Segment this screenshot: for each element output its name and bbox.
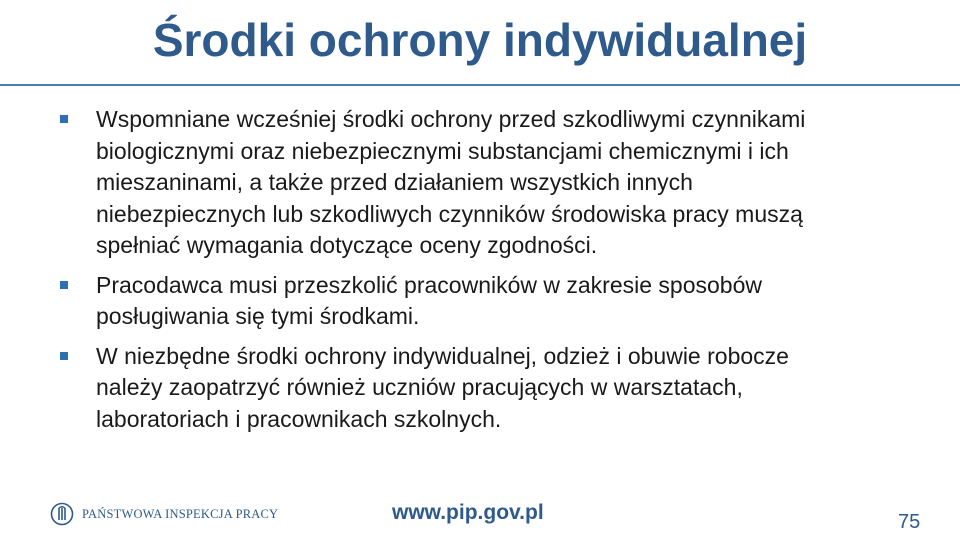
bullet-text: W niezbędne środki ochrony indywidualnej, odzież i obuwie robocze należy zaopatrzyć również uczniów pracujących w warsztatach, laboratoriach i pracownikach szkolnych. (96, 342, 789, 432)
bullet-item (58, 104, 836, 262)
bullet-item (58, 341, 836, 436)
logo-text: PAŃSTWOWA INSPEKCJA PRACY (82, 506, 279, 521)
bullet-text: Wspomniane wcześniej środki ochrony przed szkodliwymi czynnikami biologicznymi oraz niebezpiecznymi substancjami chemicznymi i ich mieszaninami, a także przed działaniem wszystkich innych niebezpiecznych lub szkodliwych czynników środowiska pracy muszą spełniać wymagania dotyczące oceny zgodności. (96, 106, 806, 258)
footer-url-link[interactable]: www.pip.gov.pl (392, 501, 544, 524)
square-bullet-icon (60, 115, 68, 123)
page-number: 75 (898, 511, 921, 533)
bullet-text: Pracodawca musi przeszkolić pracowników w zakresie sposobów posługiwania się tymi środkami. (96, 271, 762, 329)
pip-logo (50, 500, 278, 528)
bullet-list (58, 104, 918, 443)
bullet-item (58, 270, 896, 333)
title-divider (0, 84, 960, 86)
square-bullet-icon (60, 352, 68, 360)
slide-title: Środki ochrony indywidualnej (152, 14, 808, 66)
square-bullet-icon (60, 281, 68, 289)
pip-logo-icon (50, 502, 74, 526)
